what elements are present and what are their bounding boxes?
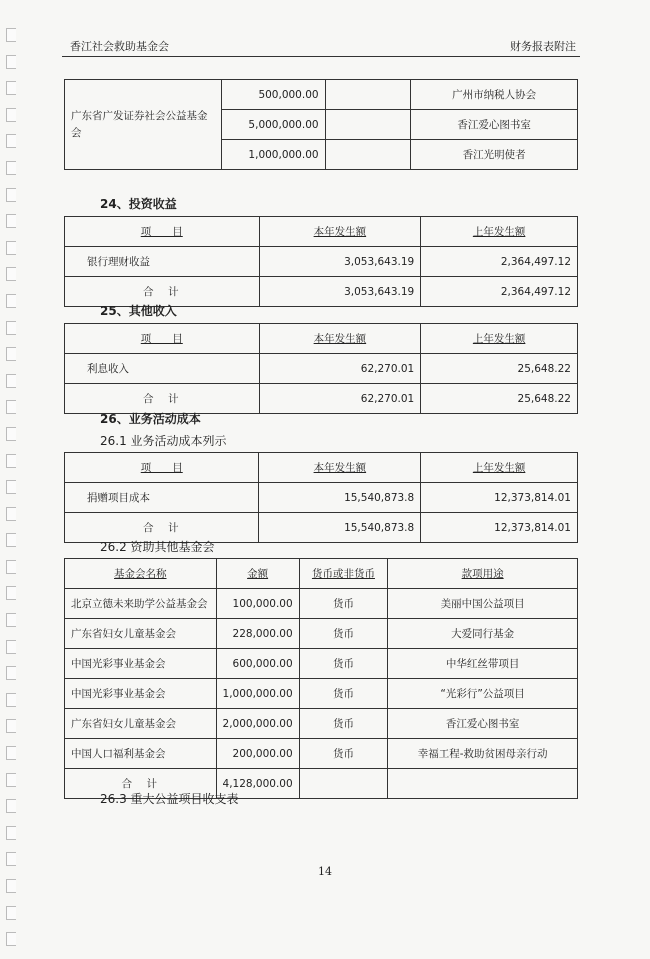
fund-amount: 228,000.00 [216,619,299,649]
fund-use: “光彩行”公益项目 [388,679,578,709]
prior-amount: 25,648.22 [421,354,578,384]
binder-ring [6,693,16,707]
binder-ring [6,613,16,627]
fund-amount: 1,000,000.00 [216,679,299,709]
col-header: 本年发生额 [259,453,421,483]
investment-income-table [64,216,578,307]
page-number: 14 [318,865,332,878]
amount-cell: 1,000,000.00 [221,140,325,170]
fund-name: 中国光彩事业基金会 [65,679,217,709]
col-header: 上年发生额 [421,217,578,247]
binder-ring [6,214,16,228]
binder-ring [6,28,16,42]
binder-ring [6,108,16,122]
col-header: 项 目 [65,453,259,483]
col-header: 货币或非货币 [299,559,388,589]
col-header: 基金会名称 [65,559,217,589]
current-total: 3,053,643.19 [259,277,421,307]
binder-ring [6,533,16,547]
binder-ring [6,560,16,574]
top-donation-table [64,79,578,170]
prior-amount: 12,373,814.01 [421,483,578,513]
table-row [65,709,578,739]
binder-ring [6,507,16,521]
binder-ring [6,400,16,414]
prior-amount: 2,364,497.12 [421,247,578,277]
doc-name: 财务报表附注 [510,40,576,53]
row-item: 利息收入 [65,354,260,384]
binder-ring [6,427,16,441]
col-header: 本年发生额 [259,217,421,247]
table-row [65,589,578,619]
fund-amount: 600,000.00 [216,649,299,679]
binder-ring [6,906,16,920]
funding-table [64,558,578,799]
purpose-cell: 香江爱心图书室 [411,110,578,140]
binder-ring [6,879,16,893]
total-label: 合 计 [65,513,259,543]
table-row [65,739,578,769]
current-amount: 15,540,873.8 [259,483,421,513]
purpose-cell: 香江光明使者 [411,140,578,170]
fund-type: 货币 [299,589,388,619]
section-26-3-title: 26.3 重大公益项目收支表 [100,792,239,806]
table-row [65,619,578,649]
col-header: 项 目 [65,324,260,354]
binder-ring [6,188,16,202]
total-label: 合 计 [65,384,260,414]
section-26-title: 26、业务活动成本 [100,412,201,426]
org-name: 香江社会救助基金会 [70,40,169,53]
fund-name: 广东省妇女儿童基金会 [65,619,217,649]
fund-name: 中国人口福利基金会 [65,739,217,769]
section-26-2-title: 26.2 资助其他基金会 [100,540,215,554]
amount-cell: 5,000,000.00 [221,110,325,140]
section-25-title: 25、其他收入 [100,304,177,318]
row-item: 银行理财收益 [65,247,260,277]
fund-type: 货币 [299,679,388,709]
col-header: 上年发生额 [421,324,578,354]
binder-rings [6,28,18,959]
binder-ring [6,374,16,388]
purpose-cell: 广州市纳税人协会 [411,80,578,110]
fund-name: 中国光彩事业基金会 [65,649,217,679]
col-header: 本年发生额 [259,324,421,354]
binder-ring [6,773,16,787]
binder-ring [6,241,16,255]
fund-type: 货币 [299,739,388,769]
current-total: 62,270.01 [259,384,421,414]
binder-ring [6,640,16,654]
total-label: 合 计 [65,277,260,307]
fund-use: 中华红丝带项目 [388,649,578,679]
binder-ring [6,81,16,95]
col-header: 金额 [216,559,299,589]
binder-ring [6,294,16,308]
total-label: 合 计 [65,769,217,799]
fund-type: 货币 [299,709,388,739]
fund-name: 广东省妇女儿童基金会 [65,709,217,739]
binder-ring [6,267,16,281]
fund-total: 4,128,000.00 [216,769,299,799]
binder-ring [6,134,16,148]
fund-use: 幸福工程-救助贫困母亲行动 [388,739,578,769]
fund-amount: 200,000.00 [216,739,299,769]
amount-cell: 500,000.00 [221,80,325,110]
fund-type: 货币 [299,649,388,679]
binder-ring [6,666,16,680]
table-row [65,649,578,679]
page-header [62,34,580,57]
binder-ring [6,321,16,335]
binder-ring [6,799,16,813]
fund-use: 美丽中国公益项目 [388,589,578,619]
fund-use: 香江爱心图书室 [388,709,578,739]
donor-cell: 广东省广发证券社会公益基金会 [65,80,222,170]
other-income-table [64,323,578,414]
binder-ring [6,161,16,175]
fund-amount: 2,000,000.00 [216,709,299,739]
binder-ring [6,932,16,946]
row-item: 捐赠项目成本 [65,483,259,513]
fund-type: 货币 [299,619,388,649]
activity-cost-table [64,452,578,543]
prior-total: 25,648.22 [421,384,578,414]
binder-ring [6,719,16,733]
col-header: 项 目 [65,217,260,247]
binder-ring [6,454,16,468]
current-amount: 3,053,643.19 [259,247,421,277]
binder-ring [6,480,16,494]
prior-total: 2,364,497.12 [421,277,578,307]
binder-ring [6,746,16,760]
binder-ring [6,826,16,840]
fund-amount: 100,000.00 [216,589,299,619]
section-24-title: 24、投资收益 [100,197,177,211]
fund-name: 北京立德未来助学公益基金会 [65,589,217,619]
prior-total: 12,373,814.01 [421,513,578,543]
binder-ring [6,586,16,600]
current-total: 15,540,873.8 [259,513,421,543]
current-amount: 62,270.01 [259,354,421,384]
fund-use: 大爱同行基金 [388,619,578,649]
binder-ring [6,55,16,69]
col-header: 款项用途 [388,559,578,589]
binder-ring [6,347,16,361]
section-26-1-title: 26.1 业务活动成本列示 [100,434,227,448]
col-header: 上年发生额 [421,453,578,483]
table-row [65,679,578,709]
